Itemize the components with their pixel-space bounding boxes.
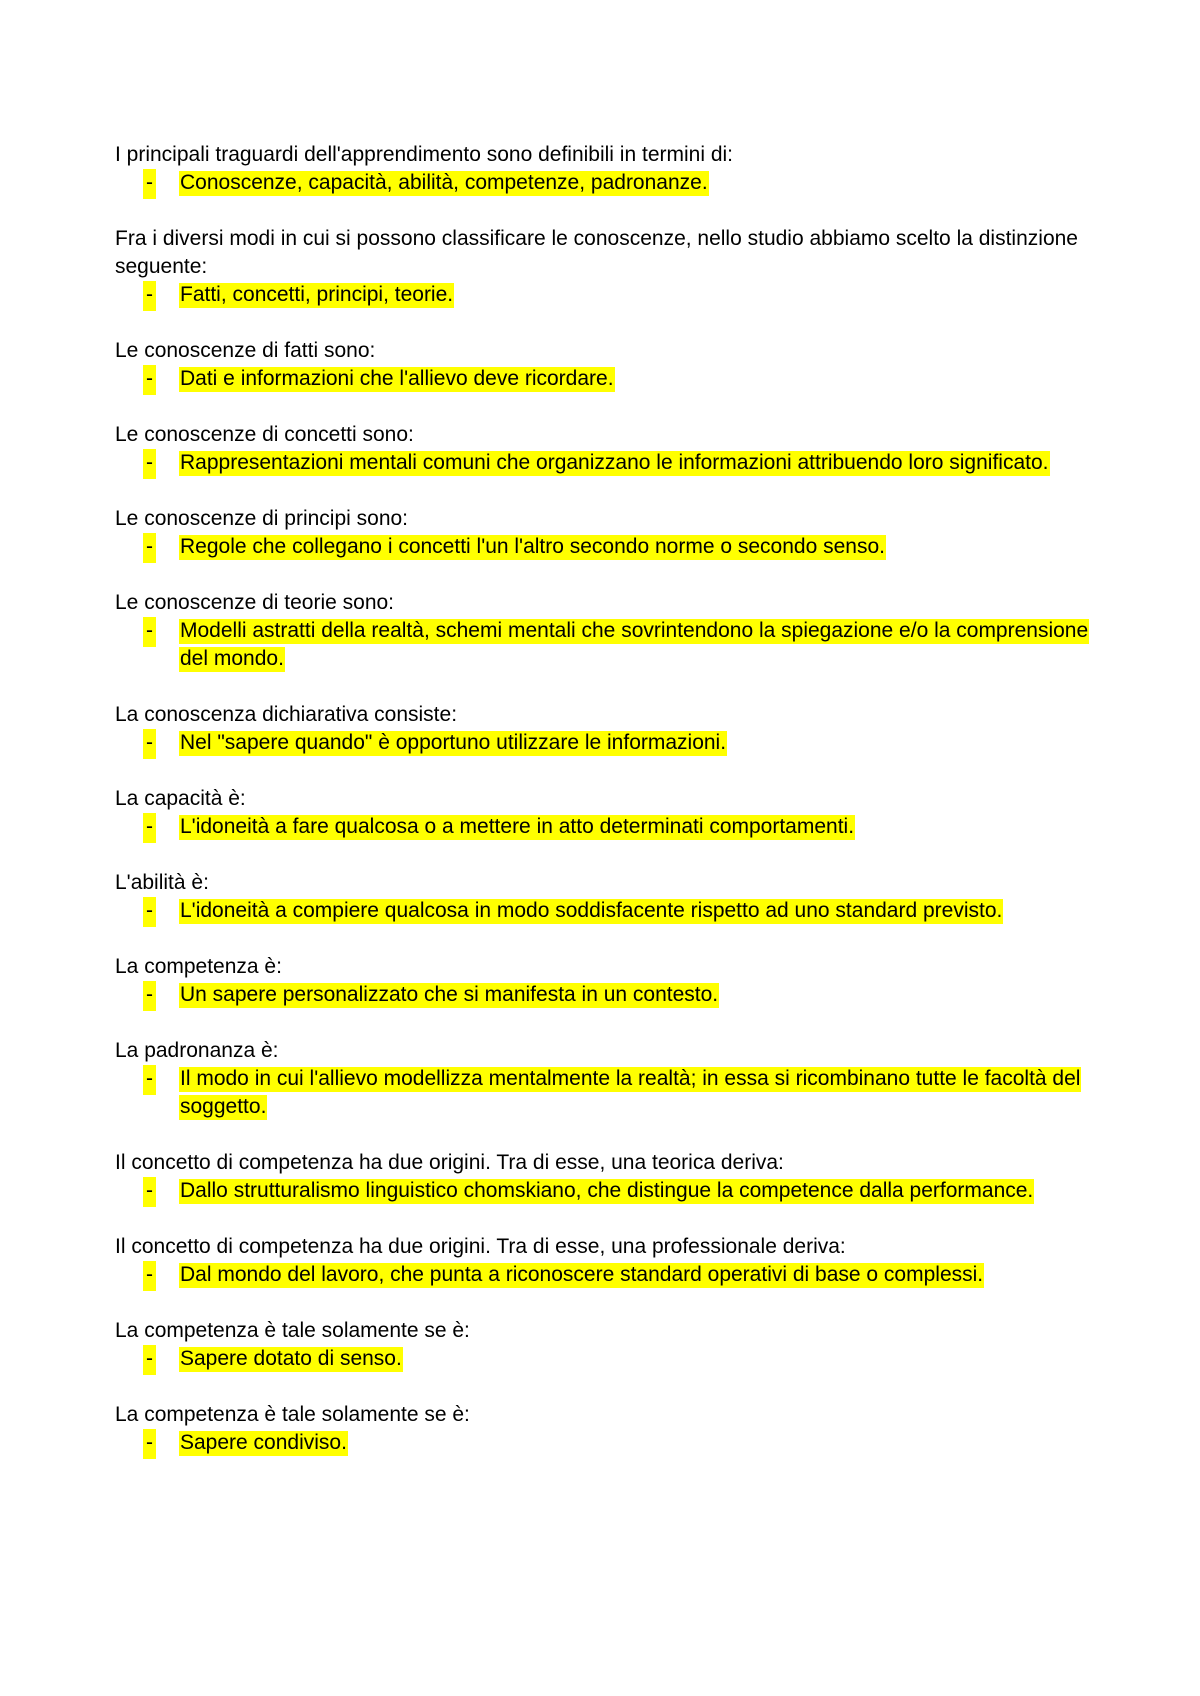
document-page xyxy=(115,141,1115,1485)
answer-text: Il modo in cui l'allievo modellizza mentalmente la realtà; in essa si ricombinano tutte le facoltà del soggetto. xyxy=(180,1067,1081,1118)
answer-item xyxy=(115,729,1115,757)
bullet-dash: - xyxy=(143,729,156,759)
question-text: La competenza è: xyxy=(115,955,282,978)
question-text: L'abilità è: xyxy=(115,871,209,894)
bullet-dash: - xyxy=(143,1065,156,1095)
answer-text: Conoscenze, capacità, abilità, competenze, padronanze. xyxy=(180,171,708,194)
answer-text: L'idoneità a fare qualcosa o a mettere in atto determinati comportamenti. xyxy=(180,815,855,838)
bullet-dash: - xyxy=(143,449,156,479)
answer-item xyxy=(115,981,1115,1009)
bullet-dash: - xyxy=(143,1345,156,1375)
qa-item xyxy=(115,785,1115,841)
answer-item xyxy=(115,1261,1115,1289)
answer-item xyxy=(115,617,1115,673)
qa-item xyxy=(115,225,1115,309)
question-text: La capacità è: xyxy=(115,787,246,810)
question-text: La competenza è tale solamente se è: xyxy=(115,1319,470,1342)
question-text: Le conoscenze di teorie sono: xyxy=(115,591,395,614)
question-text: Le conoscenze di principi sono: xyxy=(115,507,409,530)
answer-item xyxy=(115,897,1115,925)
answer-text: L'idoneità a compiere qualcosa in modo soddisfacente rispetto ad uno standard previsto. xyxy=(180,899,1003,922)
question-text: La padronanza è: xyxy=(115,1039,279,1062)
question-text: La competenza è tale solamente se è: xyxy=(115,1403,470,1426)
qa-item xyxy=(115,505,1115,561)
bullet-dash: - xyxy=(143,365,156,395)
bullet-dash: - xyxy=(143,617,156,647)
question-text: Il concetto di competenza ha due origini. Tra di esse, una teorica deriva: xyxy=(115,1151,784,1174)
question-text: I principali traguardi dell'apprendimento sono definibili in termini di: xyxy=(115,143,734,166)
qa-item xyxy=(115,421,1115,477)
bullet-dash: - xyxy=(143,813,156,843)
bullet-dash: - xyxy=(143,897,156,927)
answer-text: Fatti, concetti, principi, teorie. xyxy=(180,283,454,306)
answer-item xyxy=(115,1345,1115,1373)
qa-item xyxy=(115,1037,1115,1121)
answer-text: Sapere condiviso. xyxy=(180,1431,347,1454)
question-text: La conoscenza dichiarativa consiste: xyxy=(115,703,458,726)
bullet-dash: - xyxy=(143,281,156,311)
answer-text: Regole che collegano i concetti l'un l'altro secondo norme o secondo senso. xyxy=(180,535,885,558)
answer-text: Nel "sapere quando" è opportuno utilizzare le informazioni. xyxy=(180,731,727,754)
question-text: Fra i diversi modi in cui si possono classificare le conoscenze, nello studio abbiamo scelto la distinzione seguente: xyxy=(115,227,1078,278)
bullet-dash: - xyxy=(143,981,156,1011)
answer-text: Modelli astratti della realtà, schemi mentali che sovrintendono la spiegazione e/o la comprensione del mondo. xyxy=(180,619,1089,670)
answer-text: Un sapere personalizzato che si manifesta in un contesto. xyxy=(180,983,719,1006)
answer-text: Rappresentazioni mentali comuni che organizzano le informazioni attribuendo loro significato. xyxy=(180,451,1049,474)
qa-item xyxy=(115,1233,1115,1289)
answer-item xyxy=(115,1065,1115,1121)
bullet-dash: - xyxy=(143,1429,156,1459)
bullet-dash: - xyxy=(143,1177,156,1207)
bullet-dash: - xyxy=(143,169,156,199)
answer-item xyxy=(115,1429,1115,1457)
answer-item xyxy=(115,813,1115,841)
qa-item xyxy=(115,589,1115,673)
answer-item xyxy=(115,449,1115,477)
answer-item xyxy=(115,169,1115,197)
bullet-dash: - xyxy=(143,1261,156,1291)
bullet-dash: - xyxy=(143,533,156,563)
answer-item xyxy=(115,533,1115,561)
answer-item xyxy=(115,1177,1115,1205)
question-text: Il concetto di competenza ha due origini. Tra di esse, una professionale deriva: xyxy=(115,1235,846,1258)
answer-text: Dati e informazioni che l'allievo deve ricordare. xyxy=(180,367,614,390)
answer-text: Sapere dotato di senso. xyxy=(180,1347,402,1370)
qa-item xyxy=(115,701,1115,757)
answer-text: Dallo strutturalismo linguistico chomskiano, che distingue la competence dalla performance. xyxy=(180,1179,1034,1202)
answer-item xyxy=(115,281,1115,309)
answer-item xyxy=(115,365,1115,393)
qa-item xyxy=(115,869,1115,925)
answer-text: Dal mondo del lavoro, che punta a riconoscere standard operativi di base o complessi. xyxy=(180,1263,984,1286)
question-text: Le conoscenze di concetti sono: xyxy=(115,423,414,446)
question-text: Le conoscenze di fatti sono: xyxy=(115,339,376,362)
qa-item xyxy=(115,141,1115,197)
qa-item xyxy=(115,337,1115,393)
qa-item xyxy=(115,1401,1115,1457)
qa-item xyxy=(115,1317,1115,1373)
qa-item xyxy=(115,1149,1115,1205)
qa-item xyxy=(115,953,1115,1009)
